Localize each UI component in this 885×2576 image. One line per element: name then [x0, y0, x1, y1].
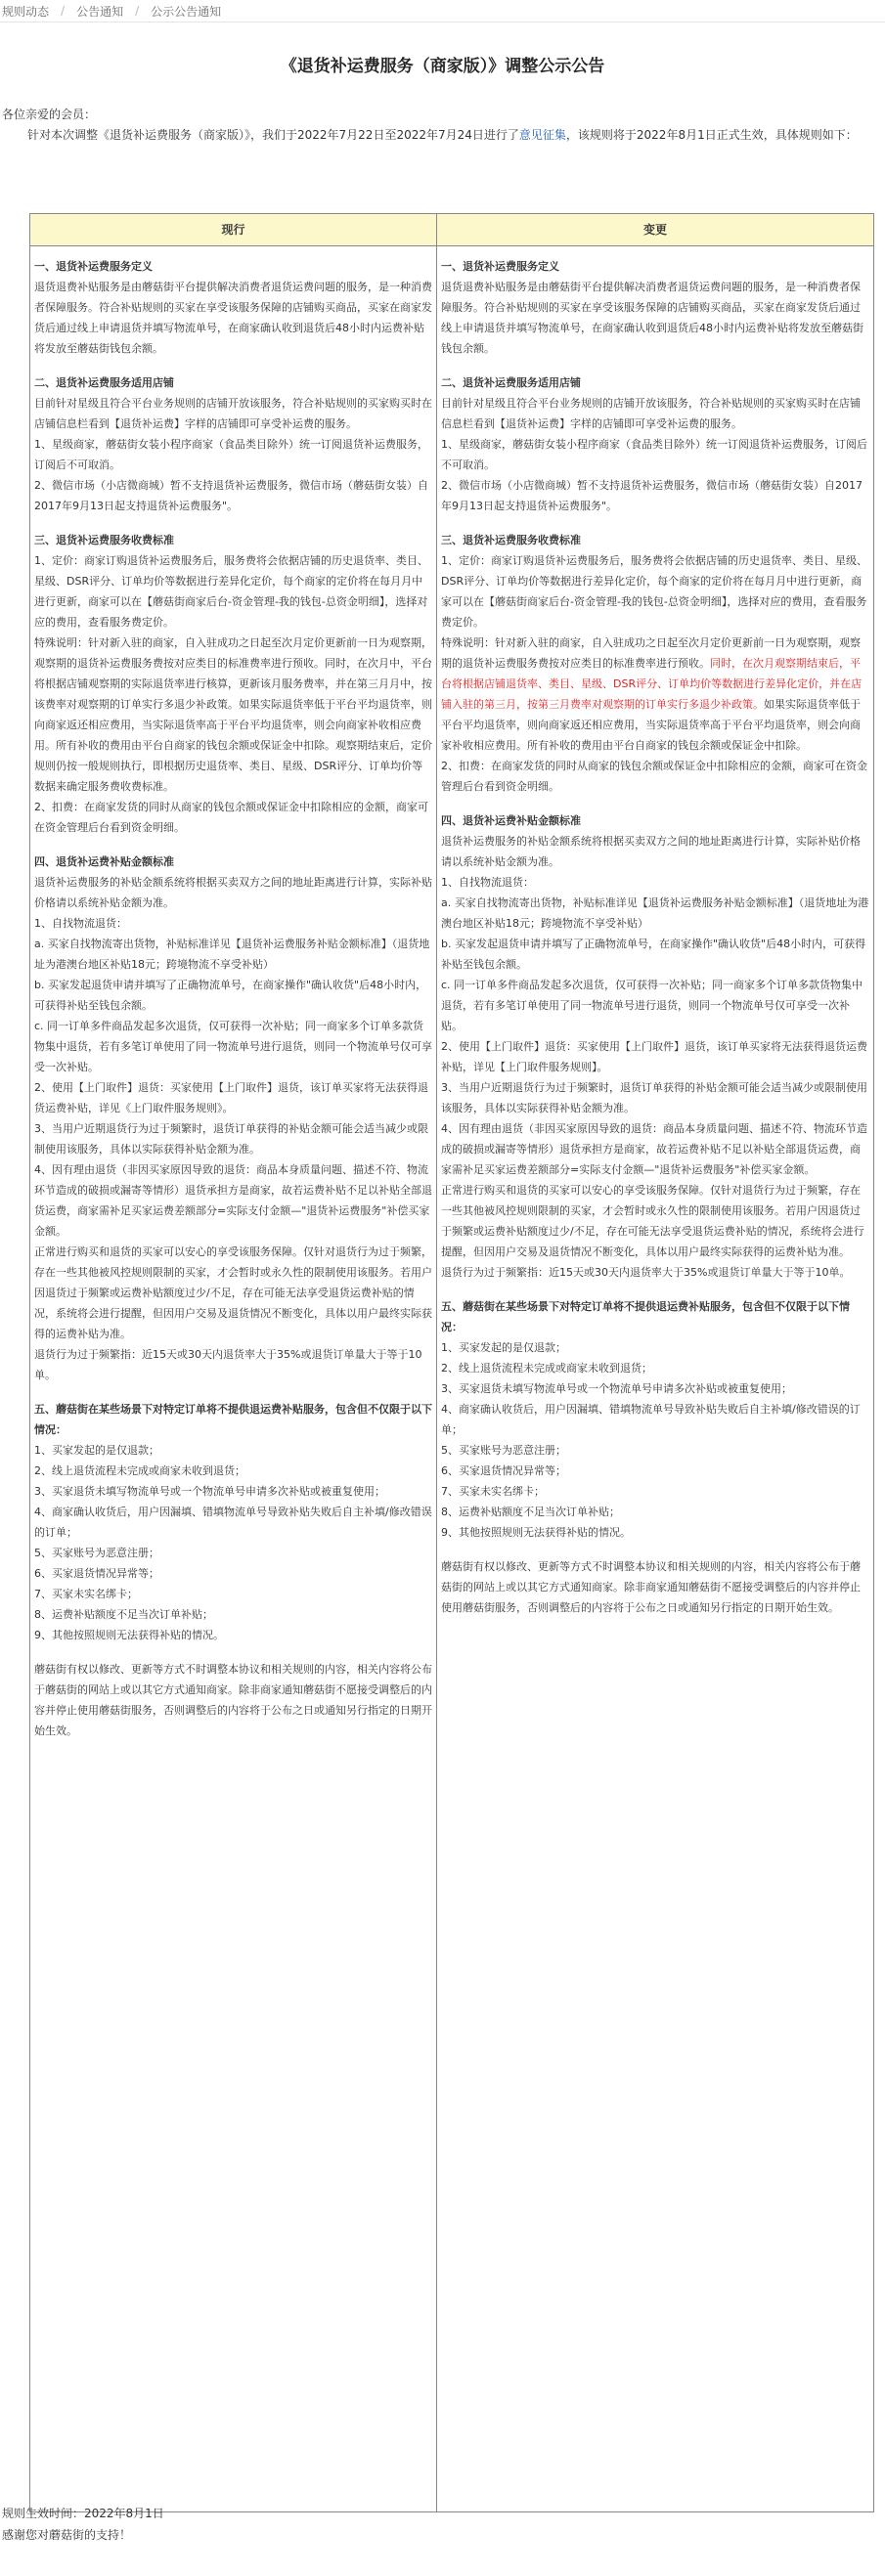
list-item: 5、买家账号为恶意注册；	[441, 1444, 566, 1457]
section-text: 4、因有理由退货（非因买家原因导致的退货：商品本身质量问题、描述不符、物流环节造成的破损或漏寄等情形）退货承担方是商家，故若运费补贴不足以补贴全部退货运费，商家需补足买家运费差额部分=实际支付金额—"退货补运费服务"补偿买家金额。	[441, 1122, 867, 1176]
section-text	[441, 633, 869, 756]
section-text: 1、自找物流退货：	[441, 876, 534, 889]
list-item: 6、买家退货情况异常等；	[441, 1464, 566, 1477]
section-text: 4、因有理由退货（非因买家原因导致的退货：商品本身质量问题、描述不符、物流环节造成的破损或漏寄等情形）退货承担方是商家，故若运费补贴不足以补贴全部退货运费，商家需补足买家运费差额部分=实际支付金额—"退货补运费服务"补偿买家金额。	[34, 1163, 432, 1238]
intro-text-before: 针对本次调整《退货补运费服务（商家版）》，我们于2022年7月22日至2022年7月24日进行了	[27, 128, 519, 142]
closing-text: 蘑菇街有权以修改、更新等方式不时调整本协议和相关规则的内容，相关内容将公布于蘑菇街的网站上或以其它方式通知商家。除非商家通知蘑菇街不愿接受调整后的内容并停止使用蘑菇街服务，否则调整后的内容将于公布之日或通知另行指定的日期开始生效。	[441, 1560, 861, 1614]
intro-paragraph	[2, 125, 885, 146]
section-heading: 二、退货补运费服务适用店铺	[34, 376, 174, 389]
list-item: 8、运费补贴额度不足当次订单补贴；	[34, 1608, 213, 1621]
intro	[0, 105, 885, 146]
changed-section-2	[441, 372, 869, 516]
list-item: 7、买家未实名绑卡；	[34, 1588, 138, 1600]
list-item: 9、其他按照规则无法获得补贴的情况。	[34, 1629, 224, 1641]
list-item: 2、线上退货流程未完成或商家未收到退货；	[34, 1464, 245, 1477]
breadcrumb-separator: /	[135, 4, 140, 18]
current-rules-cell	[30, 246, 437, 2512]
current-section-2	[34, 372, 432, 516]
list-item: 4、商家确认收货后，用户因漏填、错填物流单号导致补贴失败后自主补填/修改错误的订单；	[34, 1506, 432, 1539]
section-text: 退货退费补贴服务是由蘑菇街平台提供解决消费者退货运费问题的服务，是一种消费者保障服务。符合补贴规则的买家在享受该服务保障的店铺购买商品，买家在商家发货后通过线上申请退货并填写物流单号，在商家确认收到退货后48小时内运费补贴将发放至蘑菇街钱包余额。	[441, 281, 863, 355]
feedback-link[interactable]: 意见征集	[518, 128, 566, 142]
breadcrumb-rules-news[interactable]: 规则动态	[2, 4, 50, 19]
breadcrumb	[0, 0, 885, 22]
section-heading: 五、蘑菇街在某些场景下对特定订单将不提供退运费补贴服务，包含但不仅限于以下情况：	[34, 1403, 432, 1436]
current-section-1	[34, 256, 432, 359]
section-heading: 一、退货补运费服务定义	[34, 260, 153, 273]
effective-date: 规则生效时间：2022年8月1日	[2, 2507, 164, 2520]
section-text: 退货补运费服务的补贴金额系统将根据买卖双方之间的地址距离进行计算，实际补贴价格请以系统补贴金额为准。	[441, 835, 861, 868]
changed-section-5	[441, 1296, 869, 1543]
list-item: 1、买家发起的是仅退款；	[34, 1444, 159, 1457]
section-text: 2、微信市场（小店微商城）暂不支持退货补运费服务，微信市场（蘑菇街女装）自2017年9月13日起支持退货补运费服务"。	[34, 479, 428, 512]
list-item: 7、买家未实名绑卡；	[441, 1485, 545, 1498]
section-heading: 四、退货补运费补贴金额标准	[441, 814, 581, 827]
list-item: 9、其他按照规则无法获得补贴的情况。	[441, 1526, 631, 1539]
section-text: a. 买家自找物流寄出货物，补贴标准详见【退货补运费服务补贴金额标准】（退货地址为港澳台地区补贴18元；跨境物流不享受补贴）	[441, 896, 869, 930]
current-section-5	[34, 1399, 432, 1645]
thanks-text: 感谢您对蘑菇街的支持！	[2, 2528, 132, 2542]
current-closing	[34, 1659, 432, 1741]
list-item: 4、商家确认收货后，用户因漏填、错填物流单号导致补贴失败后自主补填/修改错误的订单；	[441, 1403, 861, 1436]
changed-section-1	[441, 256, 869, 359]
section-text: c. 同一订单多件商品发起多次退货，仅可获得一次补贴；同一商家多个订单多款货物集中退货，若有多笔订单使用了同一物流单号进行退货，则同一个物流单号仅可享受一次补贴。	[441, 979, 863, 1032]
section-text: 正常进行购买和退货的买家可以安心的享受该服务保障。仅针对退货行为过于频繁，存在一些其他被风控规则限制的买家，才会暂时或永久性的限制使用该服务。若用户因退货过于频繁或运费补贴额度过少/不足，存在可能无法享受退货运费补贴的情况，系统将会进行提醒，但因用户交易及退货情况不断变化，具体以用户最终实际获得的运费补贴为准。	[34, 1245, 432, 1340]
list-item: 6、买家退货情况异常等；	[34, 1567, 159, 1580]
section-text: 1、定价：商家订购退货补运费服务后，服务费将会依据店铺的历史退货率、类目、星级、DSR评分、订单均价等数据进行差异化定价，每个商家的定价将在每月月中进行更新，商家可以在【蘑菇街商家后台-资金管理-我的钱包-总资金明细】，选择对应的费用，查看服务费定价。	[34, 554, 428, 629]
section-text: 1、定价：商家订购退货补运费服务后，服务费将会依据店铺的历史退货率、类目、星级、DSR评分、订单均价等数据进行差异化定价，每个商家的定价将在每月月中进行更新，商家可以在【蘑菇街商家后台-资金管理-我的钱包-总资金明细】，选择对应的费用，查看服务费定价。	[441, 554, 867, 629]
section-heading: 三、退货补运费服务收费标准	[34, 534, 174, 546]
section-text: 1、自找物流退货：	[34, 917, 127, 930]
section-text: b. 买家发起退货申请并填写了正确物流单号，在商家操作"确认收货"后48小时内，可获得补贴至钱包余额。	[34, 979, 427, 1012]
section-text: 退货补运费服务的补贴金额系统将根据买卖双方之间的地址距离进行计算，实际补贴价格请以系统补贴金额为准。	[34, 876, 432, 909]
footer	[0, 2503, 164, 2546]
list-item: 5、买家账号为恶意注册；	[34, 1547, 159, 1559]
changed-section-3	[441, 530, 869, 797]
section-text: 2、使用【上门取件】退货：买家使用【上门取件】退货，该订单买家将无法获得退货运费补贴，详见《上门取件服务规则》。	[34, 1081, 428, 1114]
changed-text: 特殊说明：针对新入驻的商家，自入驻成功之日起至次月定价更新前一日为观察期，观察期的退货补运费服务费按对应类目的标准费率进行预收。	[441, 636, 861, 670]
section-text: 目前针对星级且符合平台业务规则的店铺开放该服务，符合补贴规则的买家购买时在店铺信息栏看到【退货补运费】字样的店铺即可享受补运费的服务。	[34, 397, 432, 430]
list-item: 2、线上退货流程未完成或商家未收到退货；	[441, 1362, 652, 1375]
section-text: 目前针对星级且符合平台业务规则的店铺开放该服务，符合补贴规则的买家购买时在店铺信息栏看到【退货补运费】字样的店铺即可享受补运费的服务。	[441, 397, 861, 430]
section-text: 3、当用户近期退货行为过于频繁时，退货订单获得的补贴金额可能会适当减少或限制使用该服务，具体以实际获得补贴金额为准。	[34, 1122, 428, 1156]
section-text: a. 买家自找物流寄出货物，补贴标准详见【退货补运费服务补贴金额标准】（退货地址为港澳台地区补贴18元；跨境物流不享受补贴）	[34, 938, 430, 971]
list-item: 8、运费补贴额度不足当次订单补贴；	[441, 1506, 620, 1518]
changed-section-4	[441, 810, 869, 1283]
section-text: 2、使用【上门取件】退货：买家使用【上门取件】退货，该订单买家将无法获得退货运费补贴，详见【上门取件服务规则】。	[441, 1040, 867, 1073]
greeting: 各位亲爱的会员：	[2, 108, 97, 121]
section-heading: 二、退货补运费服务适用店铺	[441, 376, 581, 389]
changed-rules-cell	[437, 246, 874, 2512]
breadcrumb-separator: /	[61, 4, 66, 18]
section-text: 2、扣费：在商家发货的同时从商家的钱包余额或保证金中扣除相应的金额，商家可在资金管理后台看到资金明细。	[441, 760, 867, 793]
highlighted-change: 同时，在次月观察期结束后，平台将根据店铺退货率、类目、星级、DSR评分、订单均价等数据进行差异化定价，并在店铺入驻的第三月，按第三月费率对观察期的订单实行多退少补政策。	[441, 657, 863, 711]
section-text: 2、微信市场（小店微商城）暂不支持退货补运费服务，微信市场（蘑菇街女装）自2017年9月13日起支持退货补运费服务"。	[441, 479, 863, 512]
section-text: 正常进行购买和退货的买家可以安心的享受该服务保障。仅针对退货行为过于频繁，存在一些其他被风控规则限制的买家，才会暂时或永久性的限制使用该服务。若用户因退货过于频繁或运费补贴额度过少/不足，存在可能无法享受退货运费补贴的情况，系统将会进行提醒，但因用户交易及退货情况不断变化，具体以用户最终实际获得的运费补贴为准。	[441, 1184, 864, 1258]
section-text: b. 买家发起退货申请并填写了正确物流单号，在商家操作"确认收货"后48小时内，可获得补贴至钱包余额。	[441, 938, 866, 971]
closing-text: 蘑菇街有权以修改、更新等方式不时调整本协议和相关规则的内容，相关内容将公布于蘑菇街的网站上或以其它方式通知商家。除非商家通知蘑菇街不愿接受调整后的内容并停止使用蘑菇街服务，否则调整后的内容将于公布之日或通知另行指定的日期开始生效。	[34, 1663, 432, 1737]
changed-text: 如果实际退货率低于平台平均退货率，则向商家返还相应费用，当实际退货率高于平台平均退货率，则会向商家补收相应费用。所有补收的费用由平台自商家的钱包余额或保证金中扣除。	[441, 698, 861, 752]
list-item: 1、买家发起的是仅退款；	[441, 1341, 566, 1354]
list-item: 3、买家退货未填写物流单号或一个物流单号申请多次补贴或被重复使用；	[34, 1485, 385, 1498]
current-section-3	[34, 530, 432, 838]
breadcrumb-announcements[interactable]: 公告通知	[76, 4, 124, 19]
section-text: 退货行为过于频繁指：近15天或30天内退货率大于35%或退货订单量大于等于10单。	[441, 1266, 851, 1279]
current-section-4	[34, 851, 432, 1385]
section-heading: 三、退货补运费服务收费标准	[441, 534, 581, 546]
page-title: 《退货补运费服务（商家版）》调整公示公告	[280, 57, 605, 76]
section-text: 特殊说明：针对新入驻的商家，自入驻成功之日起至次月定价更新前一日为观察期，观察期的退货补运费服务费按对应类目的标准费率进行预收。同时，在次月中，平台将根据店铺观察期的实际退货率进行核算，更新该月服务费率，并在第三月月中，按该费率对观察期的订单实行多退少补政策。如果实际退货率低于平台平均退货率，则向商家返还相应费用，当实际退货率高于平台平均退货率，则会向商家补收相应费用。所有补收的费用由平台自商家的钱包余额或保证金中扣除。观察期结束后，定价规则仍按一般规则执行，即根据历史退货率、类目、星级、DSR评分、订单均价等数据来确定服务费收费标准。	[34, 636, 432, 793]
list-item: 3、买家退货未填写物流单号或一个物流单号申请多次补贴或被重复使用；	[441, 1382, 792, 1395]
section-heading: 一、退货补运费服务定义	[441, 260, 559, 273]
section-text: 1、星级商家，蘑菇街女装小程序商家（食品类目除外）统一订阅退货补运费服务，订阅后不可取消。	[441, 438, 867, 471]
section-heading: 四、退货补运费补贴金额标准	[34, 855, 174, 868]
section-text: 退货行为过于频繁指：近15天或30天内退货率大于35%或退货订单量大于等于10单。	[34, 1348, 422, 1381]
intro-text-after: ，该规则将于2022年8月1日正式生效，具体规则如下：	[565, 128, 858, 142]
section-text: c. 同一订单多件商品发起多次退货，仅可获得一次补贴；同一商家多个订单多款货物集中退货，若有多笔订单使用了同一物流单号进行退货，则同一个物流单号仅可享受一次补贴。	[34, 1020, 432, 1073]
changed-closing	[441, 1556, 869, 1618]
section-text: 1、星级商家，蘑菇街女装小程序商家（食品类目除外）统一订阅退货补运费服务，订阅后不可取消。	[34, 438, 428, 471]
rules-comparison-table	[29, 213, 874, 2512]
section-heading: 五、蘑菇街在某些场景下对特定订单将不提供退运费补贴服务，包含但不仅限于以下情况：	[441, 1300, 850, 1333]
section-text: 2、扣费：在商家发货的同时从商家的钱包余额或保证金中扣除相应的金额，商家可在资金管理后台看到资金明细。	[34, 801, 428, 834]
breadcrumb-public-notices[interactable]: 公示公告通知	[151, 4, 222, 19]
section-text: 退货退费补贴服务是由蘑菇街平台提供解决消费者退货运费问题的服务，是一种消费者保障服务。符合补贴规则的买家在享受该服务保障的店铺购买商品，买家在商家发货后通过线上申请退货并填写物流单号，在商家确认收到退货后48小时内运费补贴将发放至蘑菇街钱包余额。	[34, 281, 432, 355]
column-header-current: 现行	[30, 214, 437, 246]
section-text: 3、当用户近期退货行为过于频繁时，退货订单获得的补贴金额可能会适当减少或限制使用该服务，具体以实际获得补贴金额为准。	[441, 1081, 867, 1114]
column-header-changed: 变更	[437, 214, 874, 246]
